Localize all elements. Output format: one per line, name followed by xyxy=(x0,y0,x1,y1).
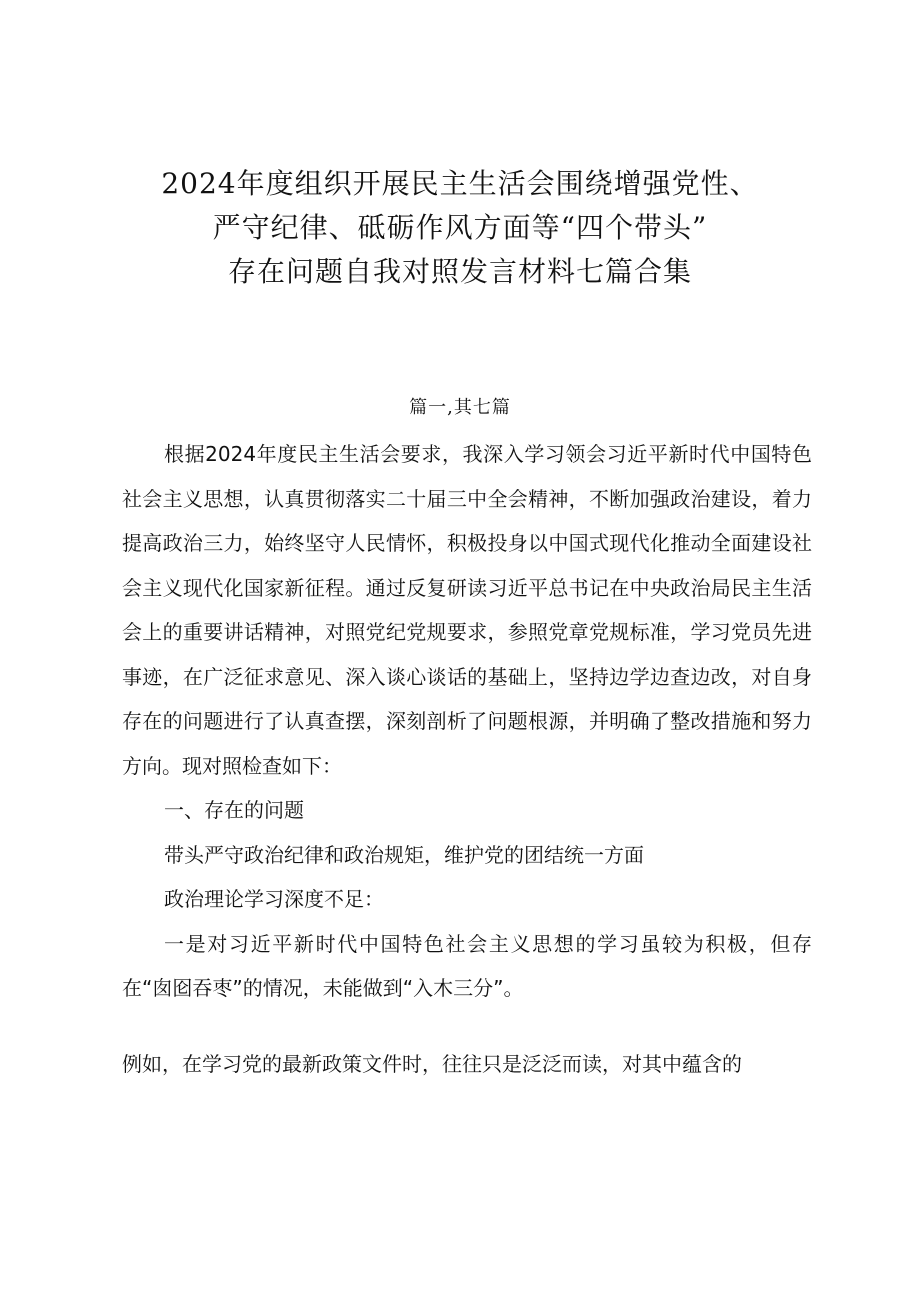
document-title xyxy=(100,162,820,294)
trailing-paragraph-line: 例如，在学习党的最新政策文件时，往往只是泛泛而读，对其中蕴含的 xyxy=(122,1052,742,1076)
heading-existing-problems: 一、存在的问题 xyxy=(164,798,304,822)
title-line-3: 存在问题自我对照发言材料七篇合集 xyxy=(227,255,692,288)
title-line-2: 严守纪律、砥砺作风方面等“四个带头” xyxy=(212,211,708,244)
document-body xyxy=(122,432,812,1011)
title-line-1: 2024年度组织开展民主生活会围绕增强党性、 xyxy=(161,167,759,200)
section-title: 篇一,其七篇 xyxy=(409,397,511,418)
intro-paragraph: 根据2024年度民主生活会要求，我深入学习领会习近平新时代中国特色社会主义思想，认真贯彻落实二十届三中全会精神，不断加强政治建设，着力提高政治三力，始终坚守人民情怀，积极投身以中国式现代化推动全面建设社会主义现代化国家新征程。通过反复研读习近平总书记在中央政治局民主生活会上的重要讲话精神，对照党纪党规要求，参照党章党规标准，学习党员先进事迹，在广泛征求意见、深入谈心谈话的基础上，坚持边学边查边改，对自身存在的问题进行了认真查摆，深刻剖析了问题根源，并明确了整改措施和努力方向。现对照检查如下： xyxy=(122,442,812,778)
point-one-paragraph: 一是对习近平新时代中国特色社会主义思想的学习虽较为积极，但存在“囱囵吞枣”的情况，未能做到“入木三分”。 xyxy=(122,931,812,1000)
subheading-political-discipline: 带头严守政治纪律和政治规矩，维护党的团结统一方面 xyxy=(164,842,644,867)
sub-item-theory-study: 政治理论学习深度不足： xyxy=(164,887,384,911)
